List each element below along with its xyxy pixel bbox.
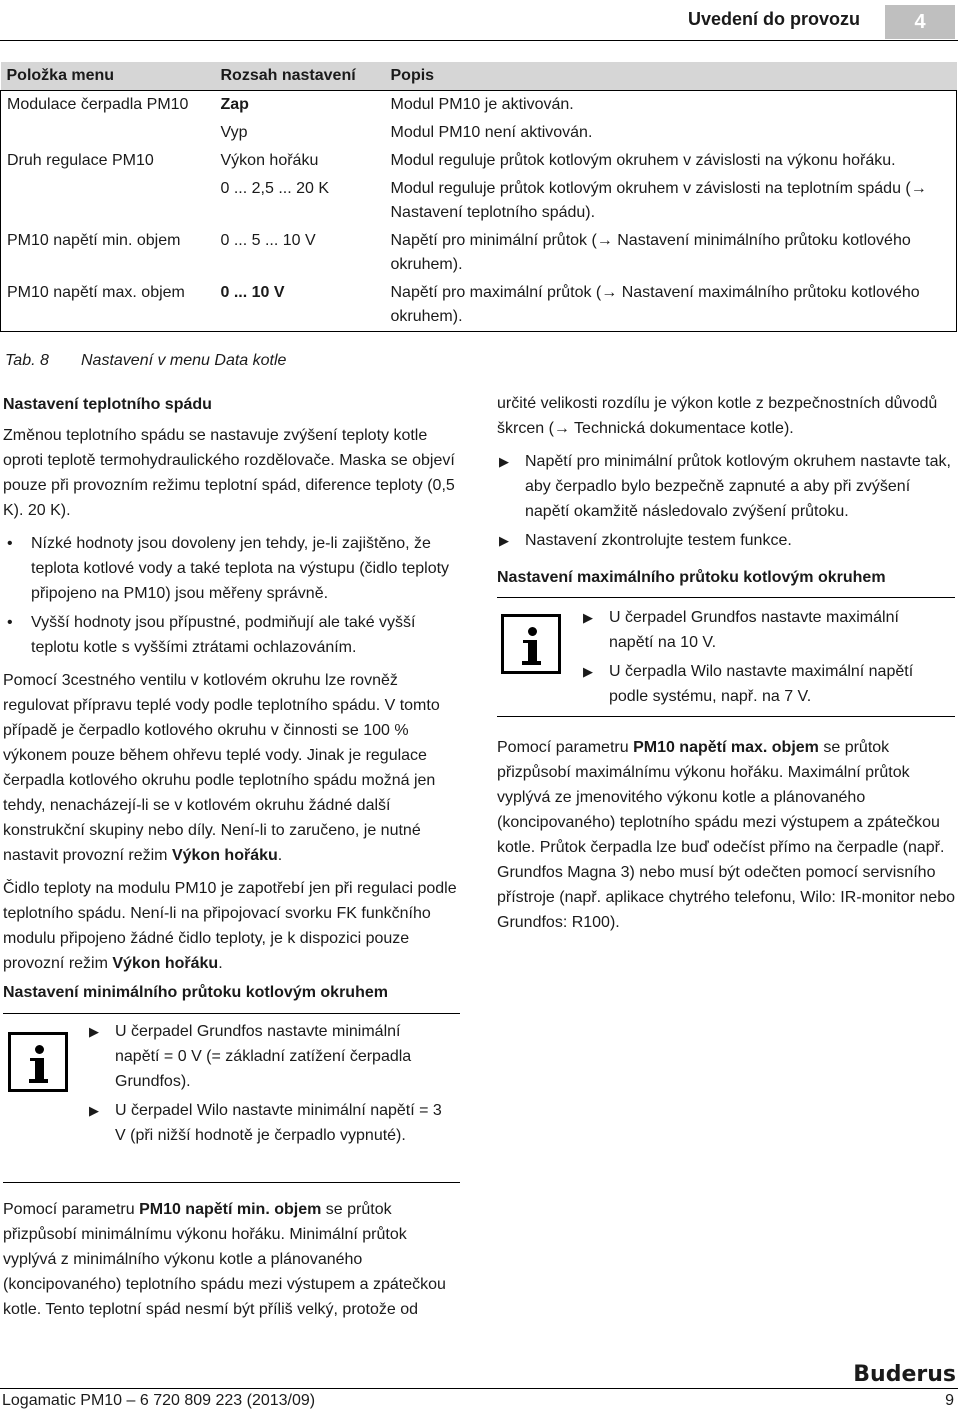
paragraph-text: Čidlo teploty na modulu PM10 je zapotřebí jen při regulaci podle teplotního spádu. Není-li na připojovací svorku FK funkčního modulu připojeno žádné čidlo teploty, je k dispozici pouze provozní režim bbox=[3, 880, 457, 972]
table-cell: PM10 napětí min. objem bbox=[7, 232, 181, 249]
buderus-logo: Buderus bbox=[853, 1362, 956, 1387]
paragraph-text: Pomocí parametru bbox=[497, 739, 634, 756]
paragraph bbox=[3, 876, 458, 976]
heading-temperature-gradient: Nastavení teplotního spádu bbox=[3, 396, 212, 413]
table-cell: 0 ... 5 ... 10 V bbox=[220, 232, 316, 249]
table-cell bbox=[1, 119, 215, 147]
list-item-text: U čerpadel Wilo nastavte minimální napětí = 3 V (při nižší hodnotě je čerpadlo vypnuté). bbox=[115, 1102, 442, 1144]
chapter-number-badge: 4 bbox=[885, 5, 955, 39]
paragraph-text: . bbox=[218, 955, 223, 972]
table-cell: Výkon hořáku bbox=[220, 152, 319, 169]
max-flow-text bbox=[497, 735, 957, 943]
table-cell: Vyp bbox=[220, 124, 248, 141]
table-header-cell: Popis bbox=[385, 62, 957, 91]
table-caption-text: Nastavení v menu Data kotle bbox=[81, 352, 287, 369]
table-header-row bbox=[1, 62, 957, 91]
left-column bbox=[3, 392, 458, 984]
table-cell: Modul PM10 není aktivován. bbox=[390, 124, 593, 141]
table-row bbox=[1, 175, 957, 227]
list-item bbox=[581, 605, 941, 655]
bullet-dot-icon: • bbox=[7, 614, 13, 631]
table-row bbox=[1, 147, 957, 175]
table-caption-number: Tab. 8 bbox=[5, 352, 49, 369]
bullet-list bbox=[3, 531, 458, 660]
document-reference: Logamatic PM10 – 6 720 809 223 (2013/09) bbox=[2, 1392, 316, 1409]
arrow-right-icon: ▶ bbox=[89, 1024, 99, 1039]
heading-min-flow: Nastavení minimálního průtoku kotlovým okruhem bbox=[3, 984, 388, 1001]
list-item-text: U čerpadel Grundfos nastavte maximální napětí na 10 V. bbox=[609, 609, 899, 651]
arrow-right-icon: ▶ bbox=[499, 454, 509, 469]
info-box-min-flow bbox=[3, 1013, 460, 1183]
menu-settings-table bbox=[0, 62, 957, 332]
arrow-right-icon: ▶ bbox=[499, 533, 509, 548]
section-title: Uvedení do provozu bbox=[687, 9, 860, 29]
paragraph-bold: PM10 napětí min. objem bbox=[139, 1201, 322, 1218]
paragraph-bold: Výkon hořáku bbox=[171, 847, 278, 864]
table-row bbox=[1, 119, 957, 147]
right-column bbox=[497, 391, 957, 596]
table-cell: PM10 napětí max. objem bbox=[7, 284, 185, 301]
list-item bbox=[87, 1019, 447, 1094]
paragraph-text: Pomocí parametru bbox=[3, 1201, 140, 1218]
table-row bbox=[1, 91, 957, 120]
table-cell: Modul PM10 je aktivován. bbox=[390, 96, 574, 113]
info-list bbox=[87, 1019, 447, 1152]
list-item-text: U čerpadla Wilo nastavte maximální napětí podle systému, např. na 7 V. bbox=[609, 663, 914, 705]
list-item-text: Napětí pro minimální průtok kotlovým okruhem nastavte tak, aby čerpadlo bylo bezpečně zapnuté a aby při zvýšení napětí okamžitě následovalo zvýšení průtoku. bbox=[525, 453, 951, 520]
table-cell bbox=[1, 175, 215, 227]
min-flow-text bbox=[3, 1197, 461, 1330]
page-number: 9 bbox=[945, 1392, 954, 1409]
step-list bbox=[497, 449, 957, 553]
table-cell: Modul reguluje průtok kotlovým okruhem v závislosti na teplotním spádu (→ Nastavení teplotního spádu). bbox=[390, 180, 927, 221]
table-header-cell: Rozsah nastavení bbox=[215, 62, 385, 91]
arrow-right-icon: ▶ bbox=[583, 610, 593, 625]
paragraph-text: se průtok přizpůsobí minimálnímu výkonu hořáku. Minimální průtok vyplývá z minimálního výkonu kotle a plánovaného (koncipovaného) teplotního spádu mezi výstupem a zpátečkou kotle. Tento teplotní spád nesmí být příliš velký, protože od bbox=[3, 1201, 446, 1318]
table-header-cell: Položka menu bbox=[1, 62, 215, 91]
list-item bbox=[3, 531, 458, 606]
table-caption bbox=[5, 352, 286, 370]
paragraph-text: Pomocí 3cestného ventilu v kotlovém okruhu lze rovněž regulovat přípravu teplé vody podle teplotního spádu. V tomto případě je čerpadlo kotlového okruhu v činnosti se 100 % výkonem pouze během ohřevu teplé vody. Jinak je regulace čerpadla kotlového okruhu podle teplotního spádu možná jen tehdy, nenacházejí-li se v kotlovém okruhu žádné další konstrukční skupiny nebo díly. Není-li to zaručeno, je nutné nastavit provozní režim bbox=[3, 672, 440, 864]
info-icon bbox=[501, 614, 561, 674]
header-divider bbox=[0, 40, 958, 41]
paragraph bbox=[497, 735, 957, 935]
bullet-dot-icon: • bbox=[7, 535, 13, 552]
table-row bbox=[1, 279, 957, 332]
table-cell: 0 ... 10 V bbox=[220, 284, 285, 301]
list-item bbox=[581, 659, 941, 709]
info-list bbox=[581, 605, 941, 713]
table-cell: Modul reguluje průtok kotlovým okruhem v závislosti na výkonu hořáku. bbox=[390, 152, 896, 169]
list-item bbox=[3, 610, 458, 660]
paragraph bbox=[3, 1197, 461, 1322]
paragraph-bold: Výkon hořáku bbox=[112, 955, 219, 972]
list-item-text: Nastavení zkontrolujte testem funkce. bbox=[525, 532, 792, 549]
table-cell: Druh regulace PM10 bbox=[7, 152, 154, 169]
table-cell: 0 ... 2,5 ... 20 K bbox=[220, 180, 330, 197]
table-row bbox=[1, 227, 957, 279]
table-cell: Napětí pro minimální průtok (→ Nastavení minimálního průtoku kotlového okruhem). bbox=[390, 232, 911, 273]
info-box-max-flow bbox=[497, 597, 955, 717]
paragraph-text: se průtok přizpůsobí maximálnímu výkonu hořáku. Maximální průtok vyplývá ze jmenovitého výkonu kotle a plánovaného (koncipovaného) teplotního spádu mezi výstupem a zpátečkou kotle. Průtok čerpadla lze buď odečíst přímo na čerpadle (např. Grundfos Magna 3) nebo musí být odečten pomocí servisního přístroje (např. aplikace chytrého telefonu, Wilo: IR-monitor nebo Grundfos: R100). bbox=[497, 739, 955, 931]
list-item-text: U čerpadel Grundfos nastavte minimální napětí = 0 V (= základní zatížení čerpadla Grundfos). bbox=[115, 1023, 412, 1090]
info-icon bbox=[8, 1032, 68, 1092]
paragraph: Změnou teplotního spádu se nastavuje zvýšení teploty kotle oproti teplotě termohydraulického rozdělovače. Maska se objeví pouze při provozním režimu teplotní spád, diference teploty (0,5 K). 20 K). bbox=[3, 427, 455, 519]
paragraph bbox=[3, 668, 458, 868]
list-item bbox=[497, 449, 957, 524]
min-flow-section bbox=[3, 980, 458, 1011]
paragraph-bold: PM10 napětí max. objem bbox=[633, 739, 819, 756]
paragraph: určité velikosti rozdílu je výkon kotle z bezpečnostních důvodů škrcen (→ Technická dokumentace kotle). bbox=[497, 395, 938, 437]
list-item-text: Nízké hodnoty jsou dovoleny jen tehdy, je-li zajištěno, že teplota kotlové vody a také teplota na výstupu (čidlo teploty připojeno na PM10) jsou měřeny správně. bbox=[31, 535, 450, 602]
table-cell: Zap bbox=[220, 96, 249, 113]
list-item bbox=[87, 1098, 447, 1148]
arrow-right-icon: ▶ bbox=[89, 1103, 99, 1118]
list-item-text: Vyšší hodnoty jsou přípustné, podmiňují ale také vyšší teplotu kotle s vyššími ztrátami ochlazováním. bbox=[31, 614, 416, 656]
paragraph-text: . bbox=[277, 847, 283, 864]
table-cell: Modulace čerpadla PM10 bbox=[7, 96, 189, 113]
list-item bbox=[497, 528, 957, 553]
footer-divider bbox=[0, 1388, 958, 1389]
arrow-right-icon: ▶ bbox=[583, 664, 593, 679]
heading-max-flow: Nastavení maximálního průtoku kotlovým okruhem bbox=[497, 569, 886, 586]
table-cell: Napětí pro maximální průtok (→ Nastavení maximálního průtoku kotlového okruhem). bbox=[390, 284, 920, 325]
